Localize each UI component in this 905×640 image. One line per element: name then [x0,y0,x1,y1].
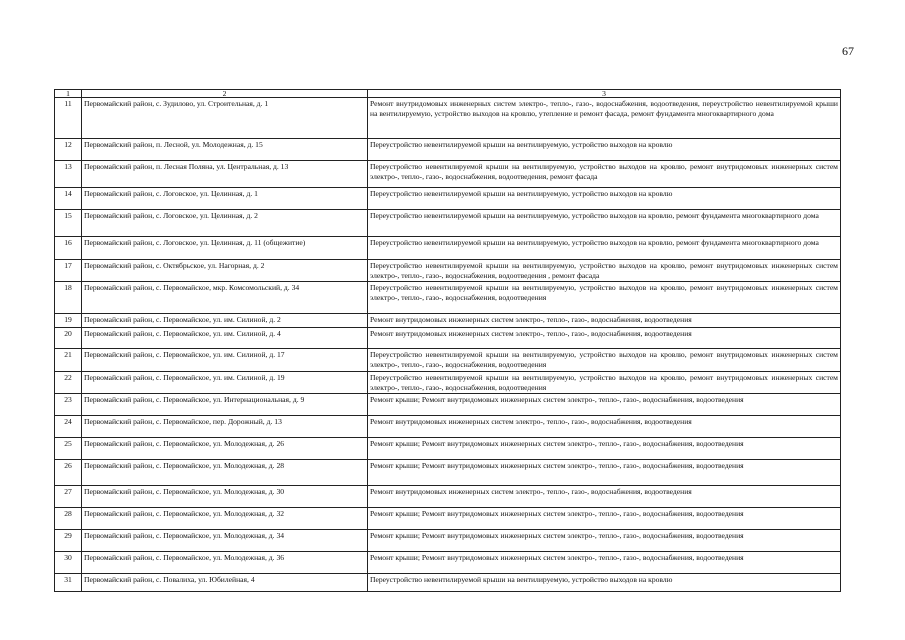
table-row [55,530,841,552]
row-address: Первомайский район, с. Первомайское, ул. Молодежная, д. 36 [82,552,368,574]
table-row [55,282,841,314]
table-row [55,98,841,139]
table-row [55,349,841,372]
row-address: Первомайский район, п. Лесная Поляна, ул. Центральная, д. 13 [82,161,368,188]
row-address: Первомайский район, с. Первомайское, ул. Молодежная, д. 28 [82,460,368,486]
row-address: Первомайский район, с. Первомайское, ул. Интернациональная, д. 9 [82,394,368,416]
row-address: Первомайский район, с. Первомайское, мкр. Комсомольский, д. 34 [82,282,368,314]
works-table [54,89,841,592]
table-row [55,161,841,188]
row-works: Ремонт внутридомовых инженерных систем электро-, тепло-, газо-, водоснабжения, водоотведения [368,486,841,508]
row-number: 16 [55,237,82,260]
row-works: Ремонт внутридомовых инженерных систем электро-, тепло-, газо-, водоснабжения, водоотведения, переустройство невентилируемой крыши на вентилируемую, устройство выходов на кровлю, утепление и ремонт фасада, ремонт фундамента многоквартирного дома [368,98,841,139]
table-row [55,237,841,260]
row-works: Ремонт крыши; Ремонт внутридомовых инженерных систем электро-, тепло-, газо-, водоснабжения, водоотведения [368,530,841,552]
row-number: 15 [55,210,82,237]
row-number: 30 [55,552,82,574]
row-address: Первомайский район, с. Первомайское, пер. Дорожный, д. 13 [82,416,368,438]
table-row [55,574,841,592]
row-works: Переустройство невентилируемой крыши на вентилируемую, устройство выходов на кровлю, ремонт внутридомовых инженерных систем электро-, тепло-, газо-, водоснабжения, водоотведения [368,349,841,372]
table-row [55,416,841,438]
row-works: Переустройство невентилируемой крыши на вентилируемую, устройство выходов на кровлю, ремонт внутридомовых инженерных систем электро-, тепло-, газо-, водоснабжения, водоотведения, ремонт фасада [368,161,841,188]
row-address: Первомайский район, с. Зудилово, ул. Строительная, д. 1 [82,98,368,139]
row-address: Первомайский район, с. Повалиха, ул. Юбилейная, 4 [82,574,368,592]
row-address: Первомайский район, с. Логовское, ул. Целинная, д. 11 (общежитие) [82,237,368,260]
table-row [55,460,841,486]
row-works: Ремонт внутридомовых инженерных систем электро-, тепло-, газо-, водоснабжения, водоотведения [368,416,841,438]
column-header: 3 [368,90,841,98]
row-address: Первомайский район, с. Первомайское, ул. им. Силиной, д. 19 [82,372,368,394]
row-address: Первомайский район, с. Первомайское, ул. Молодежная, д. 30 [82,486,368,508]
row-works: Переустройство невентилируемой крыши на вентилируемую, устройство выходов на кровлю [368,188,841,210]
row-number: 27 [55,486,82,508]
table-row [55,486,841,508]
table-row [55,260,841,282]
row-address: Первомайский район, с. Первомайское, ул. Молодежная, д. 34 [82,530,368,552]
row-number: 18 [55,282,82,314]
row-works: Переустройство невентилируемой крыши на вентилируемую, устройство выходов на кровлю, ремонт внутридомовых инженерных систем электро-, тепло-, газо-, водоснабжения, водоотведения [368,372,841,394]
row-works: Переустройство невентилируемой крыши на вентилируемую, устройство выходов на кровлю, ремонт фундамента многоквартирного дома [368,210,841,237]
row-number: 14 [55,188,82,210]
row-works: Ремонт крыши; Ремонт внутридомовых инженерных систем электро-, тепло-, газо-, водоснабжения, водоотведения [368,552,841,574]
row-address: Первомайский район, с. Октябрьское, ул. Нагорная, д. 2 [82,260,368,282]
table-row [55,210,841,237]
row-number: 29 [55,530,82,552]
table-row [55,438,841,460]
row-address: Первомайский район, с. Логовское, ул. Целинная, д. 2 [82,210,368,237]
table-row [55,394,841,416]
row-works: Переустройство невентилируемой крыши на вентилируемую, устройство выходов на кровлю, ремонт фундамента многоквартирного дома [368,237,841,260]
row-number: 12 [55,139,82,161]
row-works: Ремонт крыши; Ремонт внутридомовых инженерных систем электро-, тепло-, газо-, водоснабжения, водоотведения [368,460,841,486]
table-row [55,188,841,210]
column-header: 1 [55,90,82,98]
row-works: Ремонт внутридомовых инженерных систем электро-, тепло-, газо-, водоснабжения, водоотведения [368,314,841,328]
row-number: 20 [55,328,82,349]
row-works: Ремонт крыши; Ремонт внутридомовых инженерных систем электро-, тепло-, газо-, водоснабжения, водоотведения [368,394,841,416]
table-row [55,372,841,394]
row-number: 22 [55,372,82,394]
row-address: Первомайский район, с. Первомайское, ул. им. Силиной, д. 2 [82,314,368,328]
row-address: Первомайский район, с. Первомайское, ул. им. Силиной, д. 4 [82,328,368,349]
row-address: Первомайский район, с. Первомайское, ул. Молодежная, д. 26 [82,438,368,460]
row-works: Переустройство невентилируемой крыши на вентилируемую, устройство выходов на кровлю, ремонт внутридомовых инженерных систем электро-, тепло-, газо-, водоснабжения, водоотведения [368,282,841,314]
table-row [55,508,841,530]
page-number: 67 [842,44,854,58]
header-row [55,90,841,98]
table-row [55,552,841,574]
table-row [55,328,841,349]
column-header: 2 [82,90,368,98]
row-number: 23 [55,394,82,416]
row-number: 28 [55,508,82,530]
row-number: 13 [55,161,82,188]
row-number: 25 [55,438,82,460]
row-works: Переустройство невентилируемой крыши на вентилируемую, устройство выходов на кровлю, ремонт внутридомовых инженерных систем электро-, тепло-, газо-, водоснабжения, водоотведения , ремонт фасада [368,260,841,282]
row-works: Ремонт крыши; Ремонт внутридомовых инженерных систем электро-, тепло-, газо-, водоснабжения, водоотведения [368,438,841,460]
row-address: Первомайский район, с. Логовское, ул. Целинная, д. 1 [82,188,368,210]
row-number: 21 [55,349,82,372]
row-number: 17 [55,260,82,282]
row-address: Первомайский район, с. Первомайское, ул. им. Силиной, д. 17 [82,349,368,372]
row-number: 26 [55,460,82,486]
row-works: Ремонт внутридомовых инженерных систем электро-, тепло-, газо-, водоснабжения, водоотведения [368,328,841,349]
row-number: 31 [55,574,82,592]
row-number: 19 [55,314,82,328]
table-row [55,139,841,161]
row-works: Ремонт крыши; Ремонт внутридомовых инженерных систем электро-, тепло-, газо-, водоснабжения, водоотведения [368,508,841,530]
row-address: Первомайский район, п. Лесной, ул. Молодежная, д. 15 [82,139,368,161]
row-works: Переустройство невентилируемой крыши на вентилируемую, устройство выходов на кровлю [368,139,841,161]
row-number: 11 [55,98,82,139]
row-works: Переустройство невентилируемой крыши на вентилируемую, устройство выходов на кровлю [368,574,841,592]
row-address: Первомайский район, с. Первомайское, ул. Молодежная, д. 32 [82,508,368,530]
table-row [55,314,841,328]
row-number: 24 [55,416,82,438]
